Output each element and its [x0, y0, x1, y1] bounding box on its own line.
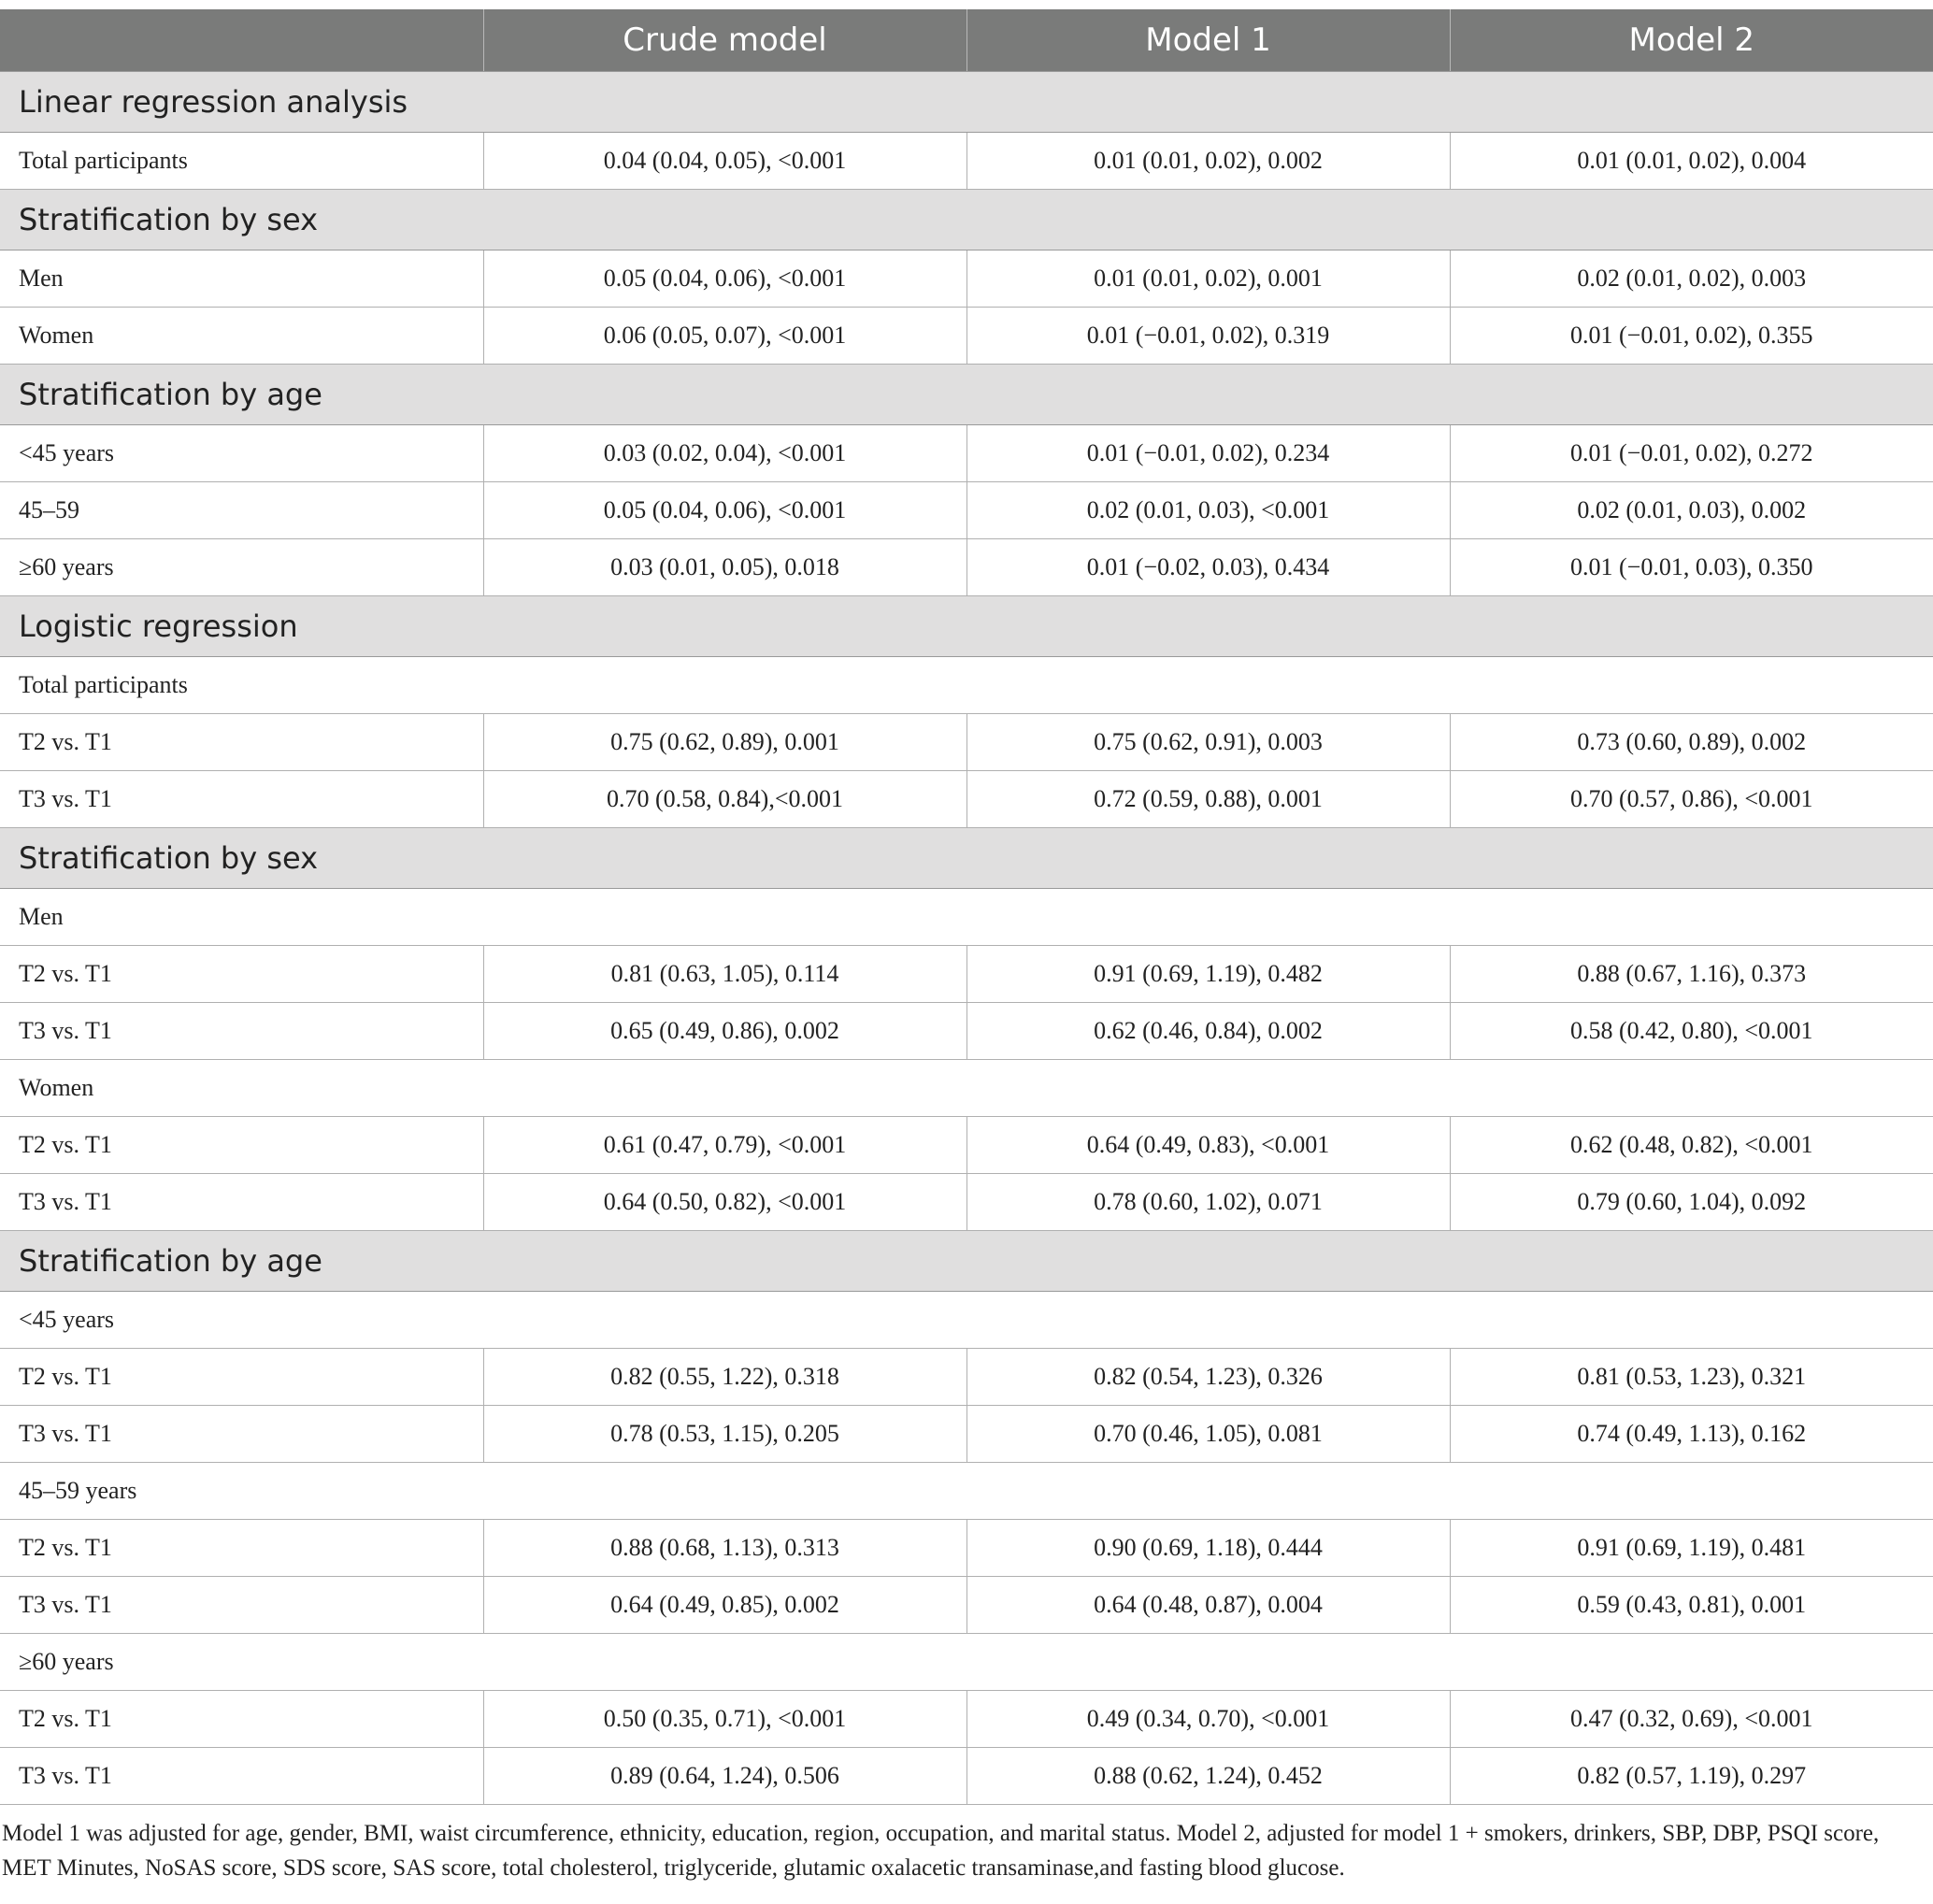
- table-row: [0, 539, 1933, 596]
- crude-model-cell: 0.75 (0.62, 0.89), 0.001: [483, 714, 966, 771]
- crude-model-cell: 0.05 (0.04, 0.06), <0.001: [483, 251, 966, 308]
- header-crude-model: Crude model: [483, 9, 966, 72]
- model-2-cell: 0.74 (0.49, 1.13), 0.162: [1450, 1406, 1933, 1463]
- crude-model-cell: 0.61 (0.47, 0.79), <0.001: [483, 1117, 966, 1174]
- row-label: T3 vs. T1: [0, 1748, 483, 1805]
- model-2-cell: 0.91 (0.69, 1.19), 0.481: [1450, 1520, 1933, 1577]
- table-row: [0, 1748, 1933, 1805]
- model-1-cell: 0.72 (0.59, 0.88), 0.001: [966, 771, 1450, 828]
- subgroup-row: [0, 1634, 1933, 1691]
- table-row: [0, 251, 1933, 308]
- results-table-container: [0, 9, 1933, 1885]
- crude-model-cell: 0.82 (0.55, 1.22), 0.318: [483, 1349, 966, 1406]
- model-2-cell: 0.62 (0.48, 0.82), <0.001: [1450, 1117, 1933, 1174]
- crude-model-cell: 0.65 (0.49, 0.86), 0.002: [483, 1003, 966, 1060]
- model-1-cell: 0.62 (0.46, 0.84), 0.002: [966, 1003, 1450, 1060]
- table-row: [0, 1003, 1933, 1060]
- row-label: T2 vs. T1: [0, 1349, 483, 1406]
- model-2-cell: 0.59 (0.43, 0.81), 0.001: [1450, 1577, 1933, 1634]
- crude-model-cell: 0.88 (0.68, 1.13), 0.313: [483, 1520, 966, 1577]
- model-1-cell: 0.01 (−0.01, 0.02), 0.319: [966, 308, 1450, 365]
- table-row: [0, 1117, 1933, 1174]
- subgroup-label: 45–59 years: [0, 1463, 1933, 1520]
- section-title: Logistic regression: [0, 596, 1933, 657]
- table-row: [0, 946, 1933, 1003]
- crude-model-cell: 0.04 (0.04, 0.05), <0.001: [483, 133, 966, 190]
- regression-results-table: [0, 9, 1933, 1805]
- header-label-column: [0, 9, 483, 72]
- section-title: Stratification by sex: [0, 828, 1933, 889]
- subgroup-row: [0, 657, 1933, 714]
- model-2-cell: 0.70 (0.57, 0.86), <0.001: [1450, 771, 1933, 828]
- model-2-cell: 0.81 (0.53, 1.23), 0.321: [1450, 1349, 1933, 1406]
- model-1-cell: 0.70 (0.46, 1.05), 0.081: [966, 1406, 1450, 1463]
- model-2-cell: 0.47 (0.32, 0.69), <0.001: [1450, 1691, 1933, 1748]
- section-row: [0, 190, 1933, 251]
- row-label: Men: [0, 251, 483, 308]
- model-1-cell: 0.75 (0.62, 0.91), 0.003: [966, 714, 1450, 771]
- crude-model-cell: 0.78 (0.53, 1.15), 0.205: [483, 1406, 966, 1463]
- row-label: T2 vs. T1: [0, 1520, 483, 1577]
- crude-model-cell: 0.64 (0.50, 0.82), <0.001: [483, 1174, 966, 1231]
- row-label: T3 vs. T1: [0, 1406, 483, 1463]
- subgroup-row: [0, 1292, 1933, 1349]
- row-label: T2 vs. T1: [0, 946, 483, 1003]
- row-label: T3 vs. T1: [0, 1003, 483, 1060]
- crude-model-cell: 0.03 (0.02, 0.04), <0.001: [483, 425, 966, 482]
- header-model-2: Model 2: [1450, 9, 1933, 72]
- row-label: ≥60 years: [0, 539, 483, 596]
- table-footnote: Model 1 was adjusted for age, gender, BMI, waist circumference, ethnicity, education, region, occupation, and marital status. Model 2, adjusted for model 1 + smokers, drinkers, SBP, DBP, PSQI score, MET Minutes, NoSAS score, SDS score, SAS score, total cholesterol, triglyceride, glutamic oxalacetic transaminase,and fasting blood glucose.: [2, 1821, 1880, 1881]
- model-2-cell: 0.79 (0.60, 1.04), 0.092: [1450, 1174, 1933, 1231]
- model-1-cell: 0.64 (0.49, 0.83), <0.001: [966, 1117, 1450, 1174]
- crude-model-cell: 0.81 (0.63, 1.05), 0.114: [483, 946, 966, 1003]
- model-1-cell: 0.90 (0.69, 1.18), 0.444: [966, 1520, 1450, 1577]
- row-label: <45 years: [0, 425, 483, 482]
- subgroup-label: Women: [0, 1060, 1933, 1117]
- model-1-cell: 0.02 (0.01, 0.03), <0.001: [966, 482, 1450, 539]
- table-row: [0, 1520, 1933, 1577]
- model-2-cell: 0.58 (0.42, 0.80), <0.001: [1450, 1003, 1933, 1060]
- model-2-cell: 0.88 (0.67, 1.16), 0.373: [1450, 946, 1933, 1003]
- model-1-cell: 0.01 (0.01, 0.02), 0.001: [966, 251, 1450, 308]
- section-row: [0, 596, 1933, 657]
- table-row: [0, 714, 1933, 771]
- row-label: Total participants: [0, 133, 483, 190]
- crude-model-cell: 0.05 (0.04, 0.06), <0.001: [483, 482, 966, 539]
- model-2-cell: 0.73 (0.60, 0.89), 0.002: [1450, 714, 1933, 771]
- crude-model-cell: 0.89 (0.64, 1.24), 0.506: [483, 1748, 966, 1805]
- table-row: [0, 1349, 1933, 1406]
- model-1-cell: 0.49 (0.34, 0.70), <0.001: [966, 1691, 1450, 1748]
- table-header-row: [0, 9, 1933, 72]
- subgroup-row: [0, 889, 1933, 946]
- table-row: [0, 308, 1933, 365]
- row-label: 45–59: [0, 482, 483, 539]
- model-1-cell: 0.01 (−0.02, 0.03), 0.434: [966, 539, 1450, 596]
- subgroup-label: Total participants: [0, 657, 1933, 714]
- section-title: Stratification by age: [0, 365, 1933, 425]
- table-row: [0, 133, 1933, 190]
- model-2-cell: 0.02 (0.01, 0.03), 0.002: [1450, 482, 1933, 539]
- model-1-cell: 0.64 (0.48, 0.87), 0.004: [966, 1577, 1450, 1634]
- crude-model-cell: 0.03 (0.01, 0.05), 0.018: [483, 539, 966, 596]
- table-row: [0, 482, 1933, 539]
- table-row: [0, 1406, 1933, 1463]
- model-2-cell: 0.01 (−0.01, 0.02), 0.272: [1450, 425, 1933, 482]
- model-1-cell: 0.82 (0.54, 1.23), 0.326: [966, 1349, 1450, 1406]
- crude-model-cell: 0.70 (0.58, 0.84),<0.001: [483, 771, 966, 828]
- table-row: [0, 1691, 1933, 1748]
- crude-model-cell: 0.50 (0.35, 0.71), <0.001: [483, 1691, 966, 1748]
- section-title: Stratification by age: [0, 1231, 1933, 1292]
- row-label: T3 vs. T1: [0, 771, 483, 828]
- model-1-cell: 0.78 (0.60, 1.02), 0.071: [966, 1174, 1450, 1231]
- subgroup-label: ≥60 years: [0, 1634, 1933, 1691]
- model-1-cell: 0.01 (−0.01, 0.02), 0.234: [966, 425, 1450, 482]
- row-label: T3 vs. T1: [0, 1174, 483, 1231]
- section-title: Stratification by sex: [0, 190, 1933, 251]
- model-2-cell: 0.01 (−0.01, 0.02), 0.355: [1450, 308, 1933, 365]
- row-label: Women: [0, 308, 483, 365]
- model-2-cell: 0.82 (0.57, 1.19), 0.297: [1450, 1748, 1933, 1805]
- header-model-1: Model 1: [966, 9, 1450, 72]
- model-2-cell: 0.01 (0.01, 0.02), 0.004: [1450, 133, 1933, 190]
- model-1-cell: 0.91 (0.69, 1.19), 0.482: [966, 946, 1450, 1003]
- row-label: T2 vs. T1: [0, 714, 483, 771]
- section-row: [0, 1231, 1933, 1292]
- section-row: [0, 828, 1933, 889]
- model-2-cell: 0.02 (0.01, 0.02), 0.003: [1450, 251, 1933, 308]
- crude-model-cell: 0.64 (0.49, 0.85), 0.002: [483, 1577, 966, 1634]
- row-label: T3 vs. T1: [0, 1577, 483, 1634]
- table-row: [0, 1174, 1933, 1231]
- subgroup-row: [0, 1060, 1933, 1117]
- row-label: T2 vs. T1: [0, 1691, 483, 1748]
- section-row: [0, 72, 1933, 133]
- section-row: [0, 365, 1933, 425]
- subgroup-label: Men: [0, 889, 1933, 946]
- section-title: Linear regression analysis: [0, 72, 1933, 133]
- subgroup-label: <45 years: [0, 1292, 1933, 1349]
- row-label: T2 vs. T1: [0, 1117, 483, 1174]
- table-row: [0, 771, 1933, 828]
- model-2-cell: 0.01 (−0.01, 0.03), 0.350: [1450, 539, 1933, 596]
- crude-model-cell: 0.06 (0.05, 0.07), <0.001: [483, 308, 966, 365]
- table-row: [0, 425, 1933, 482]
- subgroup-row: [0, 1463, 1933, 1520]
- model-1-cell: 0.88 (0.62, 1.24), 0.452: [966, 1748, 1450, 1805]
- model-1-cell: 0.01 (0.01, 0.02), 0.002: [966, 133, 1450, 190]
- table-row: [0, 1577, 1933, 1634]
